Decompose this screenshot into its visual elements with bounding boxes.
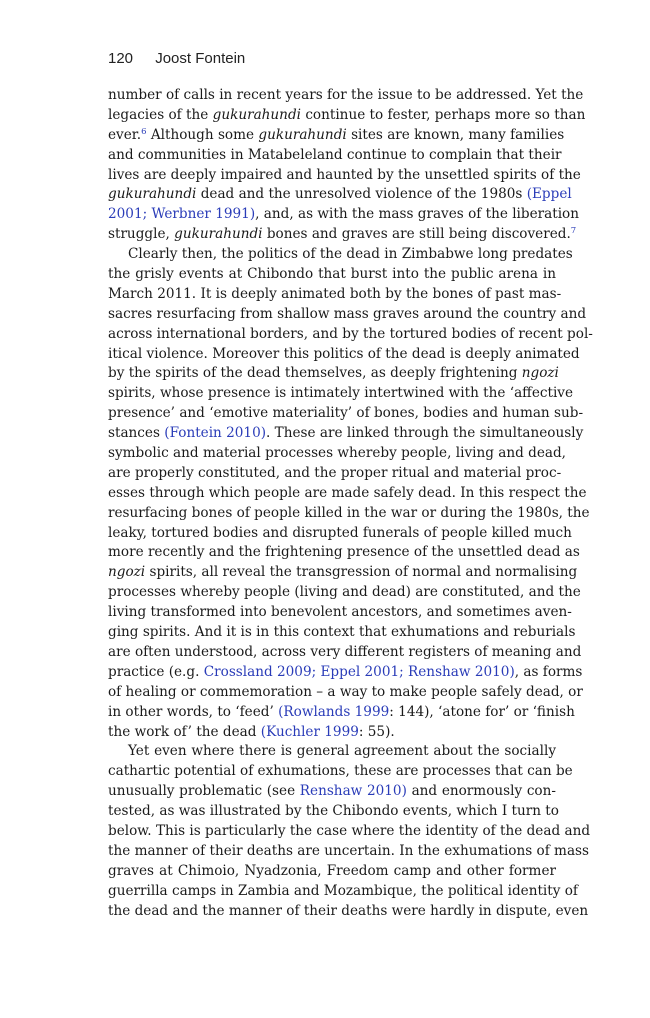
text-line — [108, 524, 572, 544]
citation-link[interactable]: 2001; Werbner 1991) — [108, 206, 256, 223]
italic-term: gukurahundi — [258, 126, 347, 143]
text-line — [108, 364, 559, 384]
text-run: of healing or commemoration – a way to make people safely dead, or — [108, 683, 583, 700]
text-line — [108, 404, 584, 424]
text-run: in other words, to ‘feed’ — [108, 703, 279, 720]
text-run: cathartic potential of exhumations, these are processes that can be — [108, 763, 573, 780]
text-line — [108, 345, 580, 365]
text-run: the work of’ the dead — [108, 723, 261, 740]
text-line — [108, 285, 562, 305]
text-line — [108, 484, 587, 504]
text-line — [108, 802, 559, 822]
text-line — [108, 384, 574, 404]
text-run: the dead and the manner of their deaths were hardly in dispute, even — [108, 902, 589, 919]
text-line — [108, 543, 580, 563]
text-run: , and, as with the mass graves of the liberation — [255, 206, 579, 223]
text-run: the manner of their deaths are uncertain. In the exhumations of mass — [108, 842, 590, 859]
text-run: processes whereby people (living and dead) are constituted, and the — [108, 584, 581, 601]
text-line — [108, 185, 572, 205]
text-line — [108, 424, 584, 444]
text-run: esses through which people are made safely dead. In this respect the — [108, 484, 587, 501]
text-run: continue to fester, perhaps more so than — [301, 106, 586, 123]
text-run: tested, as was illustrated by the Chibondo events, which I turn to — [108, 803, 559, 820]
text-run: presence’ and ‘emotive materiality’ of bones, bodies and human sub- — [108, 405, 584, 422]
text-run: ever. — [108, 126, 142, 143]
page-number: 120 — [108, 50, 134, 67]
text-line — [108, 444, 567, 464]
text-line — [108, 762, 573, 782]
body-text — [108, 86, 593, 921]
text-run: : 55). — [358, 723, 395, 740]
text-line — [108, 882, 578, 902]
text-line — [108, 643, 582, 663]
running-head-author: Joost Fontein — [155, 50, 246, 67]
citation-link[interactable]: Renshaw 2010) — [299, 783, 407, 800]
citation-link[interactable]: (Eppel — [526, 186, 572, 203]
text-run: dead and the unresolved violence of the 1980s — [196, 186, 527, 203]
text-line — [108, 245, 573, 265]
text-line — [108, 86, 584, 106]
text-run: guerrilla camps in Zambia and Mozambique, the political identity of — [108, 882, 578, 899]
text-run: below. This is particularly the case where the identity of the dead and — [108, 822, 591, 839]
text-run: are often understood, across very different registers of meaning and — [108, 643, 582, 660]
text-line — [108, 782, 556, 802]
italic-term: gukurahundi — [108, 186, 197, 203]
text-run: sites are known, many families — [346, 126, 565, 143]
text-run: Although some — [146, 126, 259, 143]
running-header — [108, 50, 245, 67]
text-run: the grisly events at Chibondo that burst into the public arena in — [108, 266, 556, 283]
text-line — [108, 305, 587, 325]
text-run: bones and graves are still being discovered. — [262, 226, 571, 243]
text-line — [108, 464, 562, 484]
text-run: , as forms — [514, 663, 583, 680]
text-line — [108, 205, 579, 225]
text-run: : 144), ‘atone for’ or ‘finish — [389, 703, 575, 720]
text-line — [108, 504, 590, 524]
text-line — [108, 166, 581, 186]
text-run: spirits, all reveal the transgression of normal and normalising — [145, 564, 578, 581]
footnote-marker[interactable]: 6 — [141, 126, 147, 137]
text-run: March 2011. It is deeply animated both by the bones of past mas- — [108, 285, 562, 302]
text-line — [108, 723, 556, 743]
text-line — [108, 822, 591, 842]
text-run: graves at Chimoio, Nyadzonia, Freedom camp and other former — [108, 862, 556, 879]
text-run: sacres resurfacing from shallow mass graves around the country and — [108, 305, 587, 322]
text-line — [108, 146, 562, 166]
text-line — [108, 225, 577, 245]
italic-term: gukurahundi — [174, 226, 263, 243]
text-line — [108, 683, 583, 703]
text-line — [108, 862, 556, 882]
text-run: by the spirits of the dead themselves, as deeply frightening — [108, 365, 522, 382]
citation-link[interactable]: (Kuchler 1999 — [260, 723, 359, 740]
text-line — [108, 902, 589, 922]
text-run: and communities in Matabeleland continue to complain that their — [108, 146, 562, 163]
text-run: spirits, whose presence is intimately intertwined with the ‘affective — [108, 385, 574, 402]
text-run: living transformed into benevolent ancestors, and sometimes aven- — [108, 604, 572, 621]
text-run: . These are linked through the simultaneously — [266, 425, 584, 442]
text-run: Yet even where there is general agreement about the socially — [128, 743, 556, 760]
text-run: lives are deeply impaired and haunted by the unsettled spirits of the — [108, 166, 581, 183]
text-run: Clearly then, the politics of the dead in Zimbabwe long predates — [128, 246, 573, 263]
text-run: and enormously con- — [406, 783, 556, 800]
text-run: legacies of the — [108, 106, 213, 123]
text-run: ging spirits. And it is in this context that exhumations and reburials — [108, 624, 576, 641]
text-line — [108, 265, 556, 285]
italic-term: gukurahundi — [212, 106, 301, 123]
footnote-marker[interactable]: 7 — [570, 226, 577, 237]
text-line — [108, 126, 565, 146]
italic-term: ngozi — [108, 564, 146, 581]
citation-link[interactable]: Crossland 2009; Eppel 2001; Renshaw 2010) — [203, 663, 515, 680]
text-run: resurfacing bones of people killed in the war or during the 1980s, the — [108, 504, 590, 521]
text-run: across international borders, and by the tortured bodies of recent pol- — [108, 325, 593, 342]
text-run: symbolic and material processes whereby people, living and dead, — [108, 445, 567, 462]
citation-link[interactable]: (Rowlands 1999 — [278, 703, 390, 720]
text-run: more recently and the frightening presence of the unsettled dead as — [108, 544, 580, 561]
text-line — [108, 703, 575, 723]
text-line — [108, 663, 583, 683]
text-run: practice (e.g. — [108, 663, 204, 680]
text-line — [108, 603, 572, 623]
text-line — [108, 842, 590, 862]
text-line — [108, 106, 586, 126]
text-run: itical violence. Moreover this politics of the dead is deeply animated — [108, 345, 580, 362]
text-line — [108, 742, 556, 762]
text-run: stances — [108, 425, 165, 442]
text-run: unusually problematic (see — [108, 783, 300, 800]
text-line — [108, 623, 576, 643]
text-run: number of calls in recent years for the issue to be addressed. Yet the — [108, 87, 584, 103]
text-line — [108, 583, 581, 603]
citation-link[interactable]: (Fontein 2010) — [164, 425, 267, 442]
text-line — [108, 563, 578, 583]
italic-term: ngozi — [521, 365, 559, 382]
text-run: leaky, tortured bodies and disrupted funerals of people killed much — [108, 524, 572, 541]
text-line — [108, 325, 593, 345]
text-run: struggle, — [108, 226, 175, 243]
text-run: are properly constituted, and the proper ritual and material proc- — [108, 464, 562, 481]
